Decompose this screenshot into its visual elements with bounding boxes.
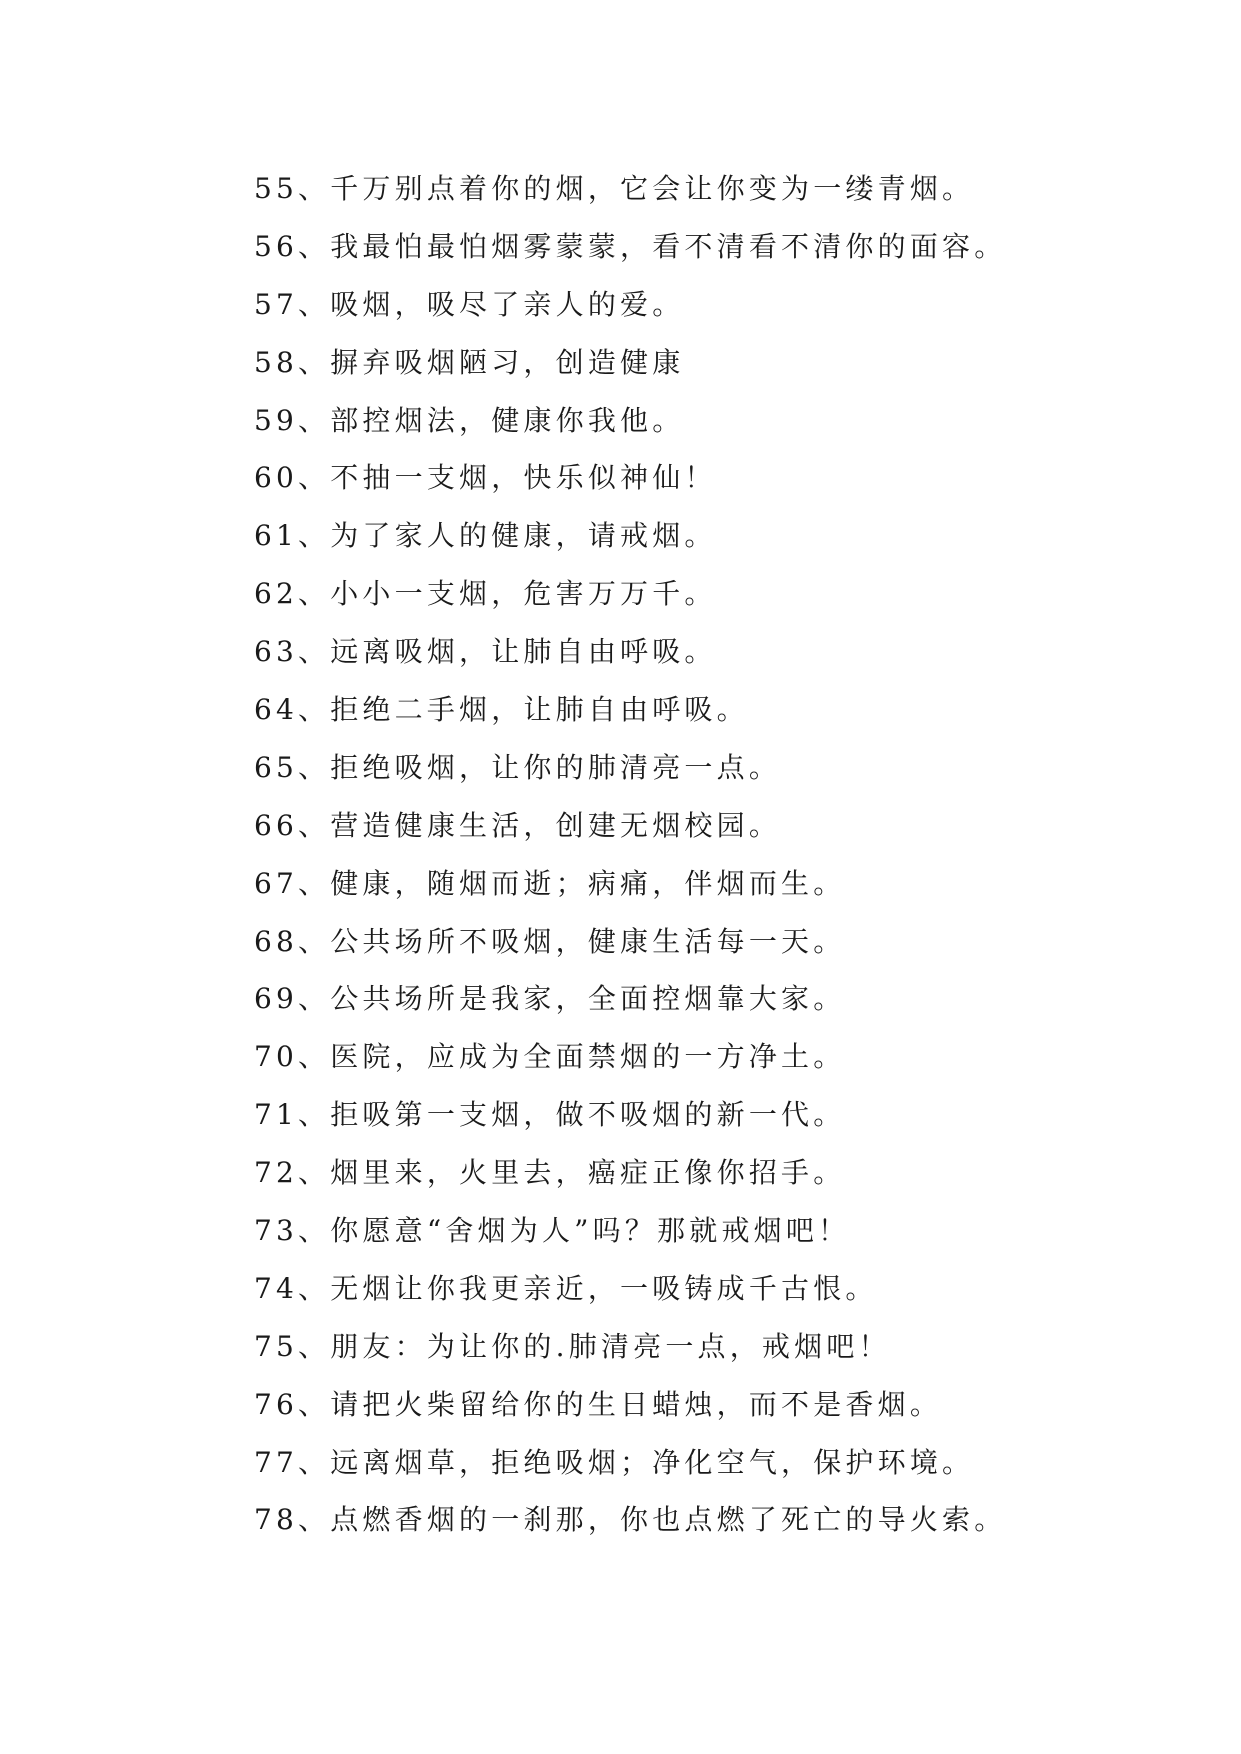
slogan-item-69: 69、公共场所是我家，全面控烟靠大家。	[254, 982, 846, 1016]
slogan-item-66: 66、营造健康生活，创建无烟校园。	[254, 808, 782, 842]
slogan-item-56: 56、我最怕最怕烟雾蒙蒙，看不清看不清你的面容。	[254, 229, 1007, 263]
slogan-item-78: 78、点燃香烟的一刹那，你也点燃了死亡的导火索。	[254, 1503, 1007, 1537]
slogan-item-68: 68、公共场所不吸烟，健康生活每一天。	[254, 924, 846, 958]
slogan-list	[254, 160, 1006, 1549]
slogan-item-72: 72、烟里来，火里去，癌症正像你招手。	[254, 1156, 846, 1190]
slogan-item-64: 64、拒绝二手烟，让肺自由呼吸。	[254, 693, 749, 727]
slogan-item-73: 73、你愿意“舍烟为人”吗？那就戒烟吧！	[254, 1214, 851, 1248]
slogan-item-58: 58、摒弃吸烟陋习，创造健康	[254, 345, 685, 379]
slogan-item-61: 61、为了家人的健康，请戒烟。	[254, 519, 717, 553]
slogan-item-77: 77、远离烟草，拒绝吸烟；净化空气，保护环境。	[254, 1445, 975, 1479]
slogan-item-70: 70、医院，应成为全面禁烟的一方净土。	[254, 1040, 846, 1074]
slogan-item-62: 62、小小一支烟，危害万万千。	[254, 577, 717, 611]
slogan-item-74: 74、无烟让你我更亲近，一吸铸成千古恨。	[254, 1271, 878, 1305]
slogan-item-76: 76、请把火柴留给你的生日蜡烛，而不是香烟。	[254, 1387, 943, 1421]
slogan-item-67: 67、健康，随烟而逝；病痛，伴烟而生。	[254, 866, 846, 900]
slogan-item-75: 75、朋友：为让你的.肺清亮一点，戒烟吧！	[254, 1329, 891, 1363]
slogan-item-65: 65、拒绝吸烟，让你的肺清亮一点。	[254, 750, 782, 784]
slogan-item-55: 55、千万别点着你的烟，它会让你变为一缕青烟。	[254, 172, 975, 205]
slogan-item-63: 63、远离吸烟，让肺自由呼吸。	[254, 635, 717, 669]
slogan-item-71: 71、拒吸第一支烟，做不吸烟的新一代。	[254, 1098, 846, 1132]
slogan-item-60: 60、不抽一支烟，快乐似神仙！	[254, 461, 717, 495]
slogan-item-59: 59、部控烟法，健康你我他。	[254, 403, 685, 437]
slogan-item-57: 57、吸烟，吸尽了亲人的爱。	[254, 287, 685, 321]
